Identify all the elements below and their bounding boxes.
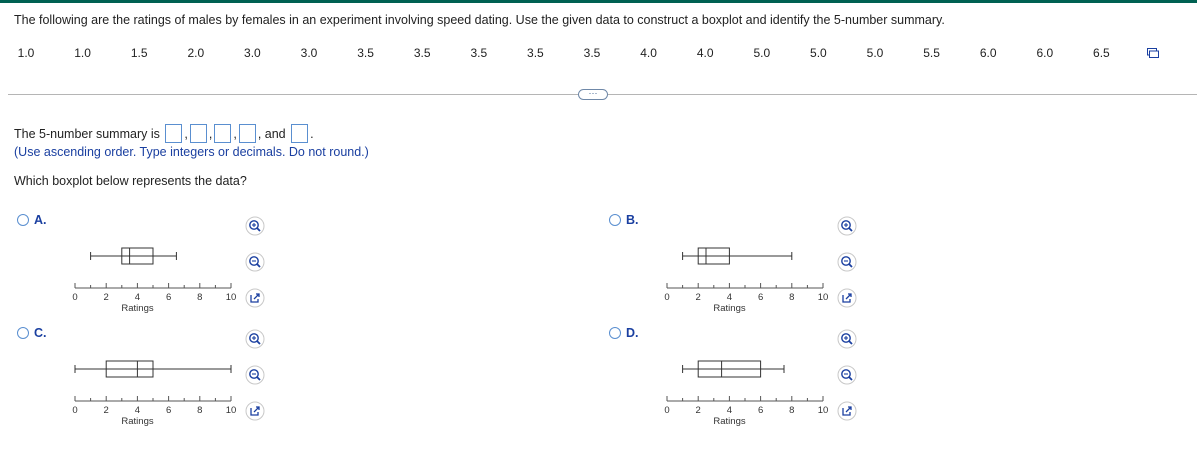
x-tick-label: 0 <box>72 292 78 303</box>
data-value: 2.0 <box>187 46 205 60</box>
copy-data-icon[interactable] <box>1147 48 1159 58</box>
x-tick-label: 2 <box>103 292 109 303</box>
answer-hint: (Use ascending order. Type integers or decimals. Do not round.) <box>14 145 369 159</box>
summary-end: . <box>310 126 314 141</box>
x-tick-label: 8 <box>789 405 795 416</box>
option-c-label: C. <box>34 326 47 340</box>
data-value: 5.0 <box>753 46 771 60</box>
x-tick-label: 8 <box>789 292 795 303</box>
x-tick-label: 10 <box>817 292 829 303</box>
option-b[interactable] <box>609 213 639 227</box>
x-axis-label: Ratings <box>713 303 746 314</box>
data-value: 6.0 <box>1036 46 1054 60</box>
data-value: 3.5 <box>413 46 431 60</box>
option-d[interactable] <box>609 326 639 340</box>
boxplot-prompt: Which boxplot below represents the data? <box>14 174 247 188</box>
x-axis-label: Ratings <box>713 416 746 427</box>
summary-sep: , <box>208 126 213 141</box>
option-b-label: B. <box>626 213 639 227</box>
x-tick-label: 0 <box>664 405 670 416</box>
question-text: The following are the ratings of males by females in an experiment involving speed dating. Use the given data to construct a boxplot and identify the 5-number summary. <box>14 13 945 27</box>
option-d-radio[interactable] <box>609 327 621 339</box>
summary-sep: , <box>184 126 188 141</box>
data-values-row <box>0 46 1197 62</box>
x-tick-label: 6 <box>757 405 764 416</box>
x-tick-label: 6 <box>165 292 172 303</box>
x-tick-label: 0 <box>72 405 78 416</box>
option-b-popout-icon[interactable] <box>837 288 857 308</box>
option-b-zoom-out-icon[interactable] <box>837 252 857 272</box>
data-value: 3.5 <box>527 46 544 60</box>
boxplot-c <box>67 336 242 438</box>
data-value: 4.0 <box>696 46 714 60</box>
summary-sep: , <box>233 126 237 141</box>
option-d-label: D. <box>626 326 639 340</box>
x-tick-label: 4 <box>134 405 141 416</box>
x-tick-label: 10 <box>225 292 237 303</box>
option-b-radio[interactable] <box>609 214 621 226</box>
option-c[interactable] <box>17 326 47 340</box>
answer-input-5[interactable] <box>291 124 308 143</box>
x-tick-label: 2 <box>695 292 701 303</box>
option-a-label: A. <box>34 213 47 227</box>
answer-input-3[interactable] <box>214 124 231 143</box>
option-a-radio[interactable] <box>17 214 29 226</box>
data-value: 1.0 <box>74 46 91 60</box>
x-tick-label: 8 <box>197 405 203 416</box>
option-d-popout-icon[interactable] <box>837 401 857 421</box>
x-tick-label: 4 <box>134 292 141 303</box>
data-value: 3.5 <box>357 46 374 60</box>
data-value: 3.0 <box>244 46 261 60</box>
option-a[interactable] <box>17 213 47 227</box>
x-tick-label: 2 <box>695 405 701 416</box>
data-value: 3.5 <box>470 46 488 60</box>
option-d-zoom-out-icon[interactable] <box>837 365 857 385</box>
data-value: 6.5 <box>1093 46 1110 60</box>
data-value: 5.0 <box>866 46 884 60</box>
answer-input-4[interactable] <box>239 124 256 143</box>
x-axis-label: Ratings <box>121 416 154 427</box>
option-c-zoom-in-icon[interactable] <box>245 329 265 349</box>
x-tick-label: 4 <box>726 292 733 303</box>
x-tick-label: 10 <box>817 405 829 416</box>
option-d-zoom-in-icon[interactable] <box>837 329 857 349</box>
x-tick-label: 6 <box>757 292 764 303</box>
option-b-zoom-in-icon[interactable] <box>837 216 857 236</box>
five-number-summary <box>14 124 314 143</box>
answer-input-2[interactable] <box>190 124 207 143</box>
option-a-popout-icon[interactable] <box>245 288 265 308</box>
summary-prefix: The 5-number summary is <box>14 126 160 141</box>
option-a-zoom-in-icon[interactable] <box>245 216 265 236</box>
data-value: 1.0 <box>17 46 35 60</box>
option-c-popout-icon[interactable] <box>245 401 265 421</box>
data-value: 5.5 <box>923 46 940 60</box>
x-tick-label: 4 <box>726 405 733 416</box>
data-value: 6.0 <box>979 46 997 60</box>
answer-input-1[interactable] <box>165 124 182 143</box>
x-tick-label: 6 <box>165 405 172 416</box>
expand-more-button[interactable]: ··· <box>578 89 608 100</box>
option-c-radio[interactable] <box>17 327 29 339</box>
data-value: 1.5 <box>130 46 148 60</box>
x-tick-label: 2 <box>103 405 109 416</box>
data-value: 3.5 <box>583 46 601 60</box>
x-tick-label: 8 <box>197 292 203 303</box>
x-axis-label: Ratings <box>121 303 154 314</box>
option-c-zoom-out-icon[interactable] <box>245 365 265 385</box>
data-value: 3.0 <box>300 46 318 60</box>
data-value: 5.0 <box>810 46 827 60</box>
summary-and: , and <box>257 126 286 141</box>
data-value: 4.0 <box>640 46 657 60</box>
boxplot-a <box>67 223 242 325</box>
x-tick-label: 0 <box>664 292 670 303</box>
top-accent-bar <box>0 0 1197 3</box>
boxplot-b <box>659 223 834 325</box>
boxplot-d <box>659 336 834 438</box>
x-tick-label: 10 <box>225 405 237 416</box>
option-a-zoom-out-icon[interactable] <box>245 252 265 272</box>
